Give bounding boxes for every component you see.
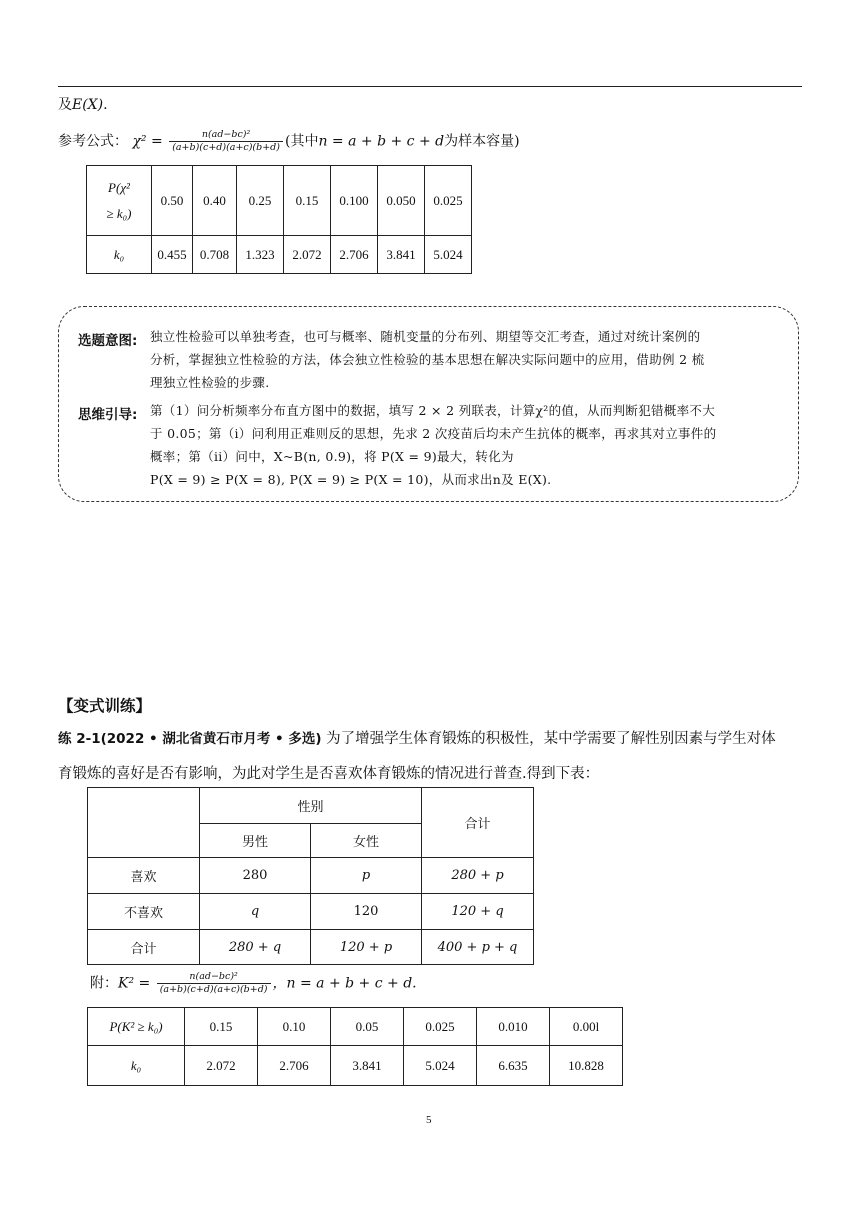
guide-text <box>150 399 790 491</box>
guide-line: 概率；第（ii）问中，X~B(n, 0.9)，将 P(X = 9)最大，转化为 <box>150 449 514 464</box>
formula-note-expr: n = a + b + c + d <box>318 133 445 150</box>
ct-cell: q <box>200 894 311 930</box>
formula-fraction <box>169 129 283 154</box>
formula-label: 参考公式： <box>58 133 128 150</box>
table2-k-cell: 2.706 <box>258 1046 331 1086</box>
table1-p-cell: 0.40 <box>193 166 237 236</box>
table1-k-row <box>87 236 472 274</box>
guide-line: 于 0.05；第（i）问利用正难则反的思想，先求 2 次疫苗后均未产生抗体的概率，再求其对立事件的 <box>150 426 717 441</box>
appendix-fraction <box>157 971 271 996</box>
intent-line: 理独立性检验的步骤. <box>150 375 270 390</box>
ct-total-header: 合计 <box>422 788 534 858</box>
appendix-lhs: K² = <box>118 975 151 992</box>
table1-p-cell: 0.25 <box>237 166 284 236</box>
appendix-label: 附： <box>90 975 118 992</box>
table2-k-cell: 5.024 <box>404 1046 477 1086</box>
intent-line: 独立性检验可以单独考查，也可与概率、随机变量的分布列、期望等交汇考查，通过对统计案例的 <box>150 329 701 344</box>
table2-header-cell: P(K² ≥ k₀) <box>88 1008 185 1046</box>
appendix-formula <box>90 971 417 996</box>
table1-k-cell: 0.708 <box>193 236 237 274</box>
table1-k-label: k₀ <box>87 236 152 274</box>
appendix-tail: ，n = a + b + c + d. <box>272 975 417 992</box>
table2-k-cell: 2.072 <box>185 1046 258 1086</box>
table2-p-row <box>88 1008 623 1046</box>
ct-cell: p <box>311 858 422 894</box>
exercise-label: 练 2-1(2022 • 湖北省黄石市月考 • 多选) <box>58 731 322 747</box>
guide-line: 第（1）问分析频率分布直方图中的数据，填写 2 × 2 列联表，计算χ²的值，从而判断犯错概率不大 <box>150 403 716 418</box>
intent-text <box>150 325 790 394</box>
table1-k-cell: 0.455 <box>152 236 193 274</box>
formula-numerator: n(ad−bc)² <box>169 129 283 142</box>
ct-cell: 120 <box>311 894 422 930</box>
table1-p-cell: 0.15 <box>284 166 331 236</box>
table1-k-cell: 2.072 <box>284 236 331 274</box>
ct-row <box>88 858 534 894</box>
table2-k-cell: 6.635 <box>477 1046 550 1086</box>
ct-cell: 280 + p <box>422 858 534 894</box>
ct-row <box>88 894 534 930</box>
ct-cell: 280 <box>200 858 311 894</box>
section-heading: 【变式训练】 <box>58 697 152 715</box>
table1-p-row <box>87 166 472 236</box>
intent-line: 分析，掌握独立性检验的方法，体会独立性检验的基本思想在解决实际问题中的应用，借助例 2 梳 <box>150 352 705 367</box>
table2-k-label: k₀ <box>88 1046 185 1086</box>
guide-line: P(X = 9) ≥ P(X = 8), P(X = 9) ≥ P(X = 10)，从而求出n及 E(X). <box>150 472 552 487</box>
table1-header-line2: ≥ k₀) <box>106 205 132 221</box>
ct-row-label: 合计 <box>88 930 200 965</box>
table2-p-cell: 0.00l <box>550 1008 623 1046</box>
formula-denominator: (a+b)(c+d)(a+c)(b+d) <box>172 142 280 153</box>
table2-p-cell: 0.025 <box>404 1008 477 1046</box>
ct-corner <box>88 788 200 858</box>
top-fragment <box>58 94 108 114</box>
table2-k-row <box>88 1046 623 1086</box>
ct-cell: 400 + p + q <box>422 930 534 965</box>
ct-header-row <box>88 788 534 824</box>
table1-p-cell: 0.050 <box>378 166 425 236</box>
top-prefix: 及 <box>58 97 72 113</box>
ct-cell: 120 + p <box>311 930 422 965</box>
critical-table-2 <box>87 1007 623 1086</box>
critical-table-1 <box>86 165 472 274</box>
formula-note-prefix: (其中 <box>284 133 319 150</box>
ct-cell: 120 + q <box>422 894 534 930</box>
table1-p-cell: 0.50 <box>152 166 193 236</box>
table1-header-line1: P(χ² <box>108 179 130 195</box>
header-rule <box>58 86 802 87</box>
formula-lhs: χ² = <box>132 133 163 150</box>
table1-p-cell: 0.100 <box>331 166 378 236</box>
ct-row-label: 喜欢 <box>88 858 200 894</box>
appendix-numerator: n(ad−bc)² <box>157 971 271 984</box>
table1-k-cell: 1.323 <box>237 236 284 274</box>
ct-female-header: 女性 <box>311 824 422 858</box>
reference-formula <box>58 129 520 154</box>
table1-p-cell: 0.025 <box>425 166 472 236</box>
intent-label: 选题意图: <box>78 333 138 349</box>
exercise-line-1 <box>58 727 776 748</box>
ct-row-label: 不喜欢 <box>88 894 200 930</box>
table2-k-cell: 3.841 <box>331 1046 404 1086</box>
ct-male-header: 男性 <box>200 824 311 858</box>
table2-k-cell: 10.828 <box>550 1046 623 1086</box>
table2-p-cell: 0.010 <box>477 1008 550 1046</box>
top-suffix: . <box>103 97 108 113</box>
table1-k-cell: 2.706 <box>331 236 378 274</box>
top-expr: E(X) <box>72 97 104 113</box>
ct-cell: 280 + q <box>200 930 311 965</box>
contingency-table <box>87 787 534 965</box>
table2-p-cell: 0.15 <box>185 1008 258 1046</box>
ct-row <box>88 930 534 965</box>
table1-k-cell: 3.841 <box>378 236 425 274</box>
guide-label: 思维引导: <box>78 407 138 423</box>
appendix-denominator: (a+b)(c+d)(a+c)(b+d) <box>159 984 268 995</box>
table1-k-cell: 5.024 <box>425 236 472 274</box>
exercise-text-2: 育锻炼的喜好是否有影响，为此对学生是否喜欢体育锻炼的情况进行普查.得到下表： <box>58 766 600 782</box>
formula-note-suffix: 为样本容量) <box>444 133 520 150</box>
ct-gender-header: 性别 <box>200 788 422 824</box>
page-number: 5 <box>426 1114 432 1126</box>
table2-p-cell: 0.10 <box>258 1008 331 1046</box>
table2-p-cell: 0.05 <box>331 1008 404 1046</box>
table1-header-cell <box>87 166 152 236</box>
exercise-text-1: 为了增强学生体育锻炼的积极性，某中学需要了解性别因素与学生对体 <box>326 731 776 747</box>
